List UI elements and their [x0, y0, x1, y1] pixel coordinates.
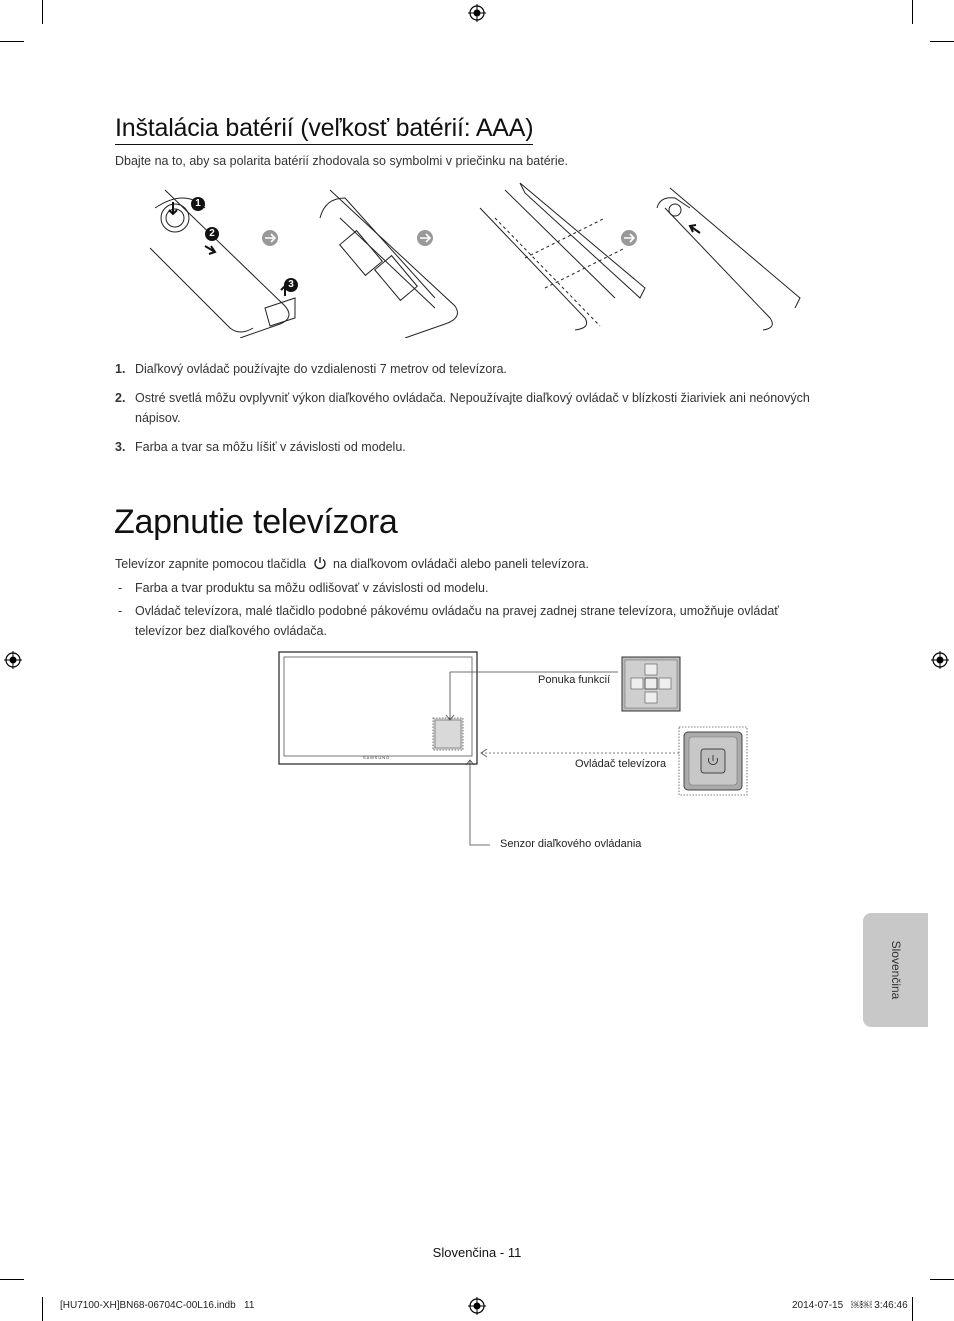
page-number: Slovenčina - 11: [432, 1245, 522, 1260]
crop-mark: [0, 41, 24, 42]
language-side-tab: [863, 913, 928, 1027]
list-item: Farba a tvar sa môžu líšiť v závislosti od modelu.: [135, 440, 406, 454]
bullet-dash: -: [118, 581, 123, 595]
power-intro-after: na diaľkovom ovládači alebo paneli televízora.: [333, 557, 589, 571]
label-remote-sensor: Senzor diaľkového ovládania: [500, 838, 642, 850]
remote-close-step: [480, 183, 645, 330]
next-arrow-icon: [417, 230, 433, 246]
function-menu-icon: [622, 657, 680, 711]
section-title-power-on: Zapnutie televízora: [114, 503, 398, 541]
next-arrow-icon: [621, 230, 637, 246]
crop-mark: [912, 1297, 913, 1321]
power-intro: [115, 554, 589, 574]
footer-file-info: [HU7100-XH]BN68-06704C-00L16.indb 11: [60, 1300, 255, 1311]
label-tv-controller: Ovládač televízora: [575, 758, 667, 770]
language-side-tab-label: Slovenčina: [888, 940, 903, 1000]
step-badge-1: 1: [191, 197, 205, 211]
registration-mark-icon: [468, 4, 486, 22]
list-number: 3.: [115, 440, 126, 454]
power-icon: [313, 556, 327, 570]
footer-timestamp: 2014-07-15 ￼￼ 3:46:46: [792, 1300, 908, 1311]
crop-mark: [0, 1279, 24, 1280]
list-number: 2.: [115, 391, 126, 405]
label-function-menu: Ponuka funkcií: [538, 674, 611, 686]
list-item: nápisov.: [135, 411, 181, 425]
crop-mark: [930, 41, 954, 42]
step-badge-2: 2: [205, 227, 219, 241]
section-title-battery: Inštalácia batérií (veľkosť batérií: AAA): [115, 113, 533, 145]
tv-controller-icon: [679, 727, 747, 795]
registration-mark-icon: [4, 651, 22, 669]
list-item: Diaľkový ovládač používajte do vzdialenosti 7 metrov od televízora.: [135, 362, 507, 376]
tv-brand-label: SAMSUNG: [363, 755, 391, 760]
list-number: 1.: [115, 362, 126, 376]
tv-controls-diagram: [275, 648, 755, 858]
battery-installation-illustration: [145, 178, 805, 338]
crop-mark: [930, 1279, 954, 1280]
power-intro-before: Televízor zapnite pomocou tlačidla: [115, 557, 307, 571]
crop-mark: [42, 0, 43, 24]
bullet-dash: -: [118, 604, 123, 618]
crop-mark: [912, 0, 913, 24]
bullet-item: televízor bez diaľkového ovládača.: [135, 624, 327, 638]
step-badge-3: 3: [284, 278, 298, 292]
tv-illustration: [279, 652, 477, 764]
registration-mark-icon: [468, 1297, 486, 1315]
battery-intro: Dbajte na to, aby sa polarita batérií zhodovala so symbolmi v priečinku na batérie.: [115, 154, 569, 168]
remote-closed-step: [657, 188, 800, 330]
list-item: Ostré svetlá môžu ovplyvniť výkon diaľkového ovládača. Nepoužívajte diaľkový ovládač v blízkosti žiariviek ani neónových: [135, 391, 810, 405]
bullet-item: Ovládač televízora, malé tlačidlo podobné pákovému ovládaču na pravej zadnej strane televízora, umožňuje ovládať: [135, 604, 779, 618]
remote-batteries-step: [320, 190, 457, 338]
next-arrow-icon: [262, 230, 278, 246]
bullet-item: Farba a tvar produktu sa môžu odlišovať v závislosti od modelu.: [135, 581, 489, 595]
registration-mark-icon: [931, 651, 949, 669]
crop-mark: [42, 1297, 43, 1321]
